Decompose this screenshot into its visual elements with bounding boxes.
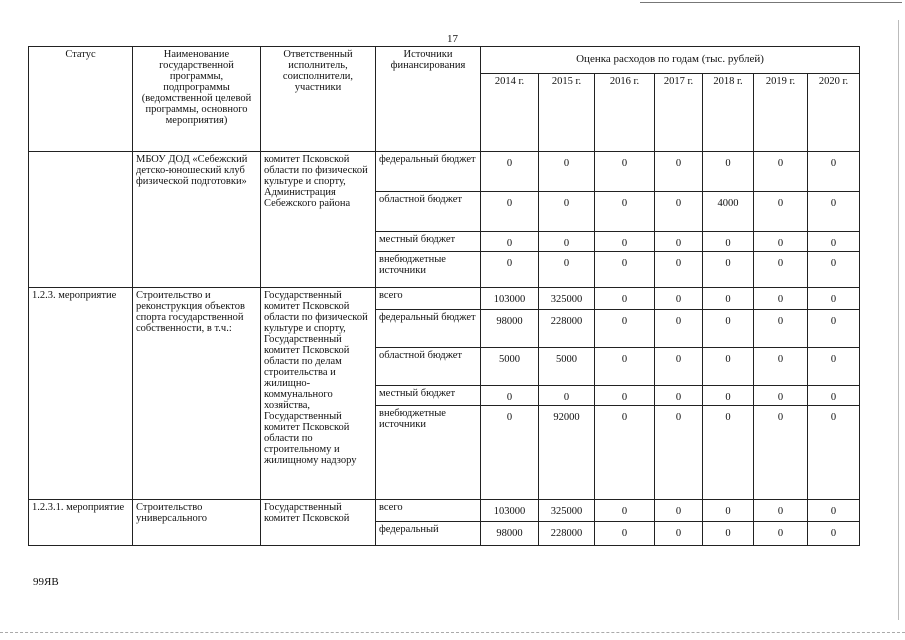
value-cell: 0 [754,500,808,522]
program-name-cell: МБОУ ДОД «Себежский детско-юношеский клуб физической подготовки» [133,152,261,288]
value-cell: 0 [595,152,655,192]
value-cell: 0 [754,348,808,386]
source-cell: федеральный [376,522,481,546]
value-cell: 0 [481,252,539,288]
value-cell: 0 [481,232,539,252]
value-cell: 0 [595,252,655,288]
header-executor: Ответственный исполнитель, соисполнители, участники [261,47,376,152]
value-cell: 0 [754,192,808,232]
value-cell: 0 [655,252,703,288]
source-cell: всего [376,500,481,522]
source-cell: внебюджетные источники [376,252,481,288]
executor-cell: комитет Псковской области по физической культуре и спорту, Администрация Себежского района [261,152,376,288]
value-cell: 0 [703,310,754,348]
value-cell: 103000 [481,500,539,522]
source-cell: всего [376,288,481,310]
value-cell: 0 [754,310,808,348]
value-cell: 98000 [481,522,539,546]
value-cell: 0 [539,152,595,192]
value-cell: 0 [595,192,655,232]
program-name-cell: Строительство универсального [133,500,261,546]
value-cell: 0 [655,192,703,232]
header-year: 2014 г. [481,74,539,152]
value-cell: 0 [754,406,808,500]
table-row [29,288,860,310]
page-number: 17 [447,33,458,45]
value-cell: 0 [703,252,754,288]
value-cell: 0 [808,406,860,500]
value-cell: 92000 [539,406,595,500]
value-cell: 0 [808,348,860,386]
value-cell: 0 [595,500,655,522]
value-cell: 0 [481,192,539,232]
header-year: 2016 г. [595,74,655,152]
status-cell [29,152,133,288]
program-name-cell: Строительство и реконструкция объектов спорта государственной собственности, в т.ч.: [133,288,261,500]
value-cell: 0 [481,406,539,500]
value-cell: 0 [754,522,808,546]
footer-code: 99ЯВ [33,576,59,588]
value-cell: 0 [703,500,754,522]
value-cell: 5000 [481,348,539,386]
value-cell: 0 [539,252,595,288]
value-cell: 0 [808,288,860,310]
value-cell: 0 [539,386,595,406]
value-cell: 0 [754,152,808,192]
value-cell: 325000 [539,500,595,522]
source-cell: местный бюджет [376,232,481,252]
header-year: 2017 г. [655,74,703,152]
source-cell: областной бюджет [376,348,481,386]
value-cell: 0 [595,348,655,386]
scan-artifact-top [640,2,902,3]
header-sources: Источники финансирования [376,47,481,152]
source-cell: областной бюджет [376,192,481,232]
value-cell: 0 [655,500,703,522]
value-cell: 0 [655,232,703,252]
value-cell: 0 [655,386,703,406]
value-cell: 0 [595,522,655,546]
value-cell: 98000 [481,310,539,348]
value-cell: 0 [808,310,860,348]
value-cell: 0 [655,348,703,386]
executor-cell: Государственный комитет Псковской области по физической культуре и спорту, Государственный комитет Псковской области по делам строительства и жилищно-коммунального хозяйства, Государственный комитет Псковской области по строительному и жилищному надзору [261,288,376,500]
source-cell: местный бюджет [376,386,481,406]
header-program: Наименование государственной программы, подпрограммы (ведомственной целевой программы, основного мероприятия) [133,47,261,152]
status-cell: 1.2.3. мероприятие [29,288,133,500]
value-cell: 0 [481,152,539,192]
value-cell: 0 [703,348,754,386]
source-cell: внебюджетные источники [376,406,481,500]
value-cell: 0 [539,232,595,252]
table-row [29,152,860,192]
value-cell: 0 [595,232,655,252]
status-cell: 1.2.3.1. мероприятие [29,500,133,546]
value-cell: 0 [595,288,655,310]
value-cell: 0 [808,522,860,546]
header-year: 2020 г. [808,74,860,152]
value-cell: 0 [808,252,860,288]
executor-cell: Государственный комитет Псковской [261,500,376,546]
table-row [29,500,860,522]
value-cell: 0 [595,386,655,406]
value-cell: 4000 [703,192,754,232]
value-cell: 103000 [481,288,539,310]
value-cell: 0 [703,522,754,546]
budget-table [28,46,860,546]
value-cell: 0 [808,192,860,232]
header-estimate: Оценка расходов по годам (тыс. рублей) [481,47,860,74]
value-cell: 0 [703,406,754,500]
value-cell: 0 [754,232,808,252]
value-cell: 0 [754,252,808,288]
value-cell: 325000 [539,288,595,310]
value-cell: 0 [655,288,703,310]
value-cell: 0 [808,232,860,252]
header-row-1 [29,47,860,74]
source-cell: федеральный бюджет [376,310,481,348]
value-cell: 0 [539,192,595,232]
value-cell: 0 [655,522,703,546]
value-cell: 0 [703,386,754,406]
value-cell: 0 [655,406,703,500]
value-cell: 0 [655,310,703,348]
value-cell: 0 [808,500,860,522]
scan-artifact-edge [898,20,899,620]
header-year: 2018 г. [703,74,754,152]
value-cell: 5000 [539,348,595,386]
header-status: Статус [29,47,133,152]
value-cell: 0 [754,386,808,406]
value-cell: 228000 [539,310,595,348]
scan-artifact-bottom [0,632,905,634]
value-cell: 228000 [539,522,595,546]
value-cell: 0 [808,152,860,192]
value-cell: 0 [703,152,754,192]
source-cell: федеральный бюджет [376,152,481,192]
value-cell: 0 [595,406,655,500]
value-cell: 0 [808,386,860,406]
header-year: 2015 г. [539,74,595,152]
value-cell: 0 [595,310,655,348]
value-cell: 0 [703,232,754,252]
value-cell: 0 [754,288,808,310]
header-year: 2019 г. [754,74,808,152]
value-cell: 0 [655,152,703,192]
value-cell: 0 [703,288,754,310]
value-cell: 0 [481,386,539,406]
